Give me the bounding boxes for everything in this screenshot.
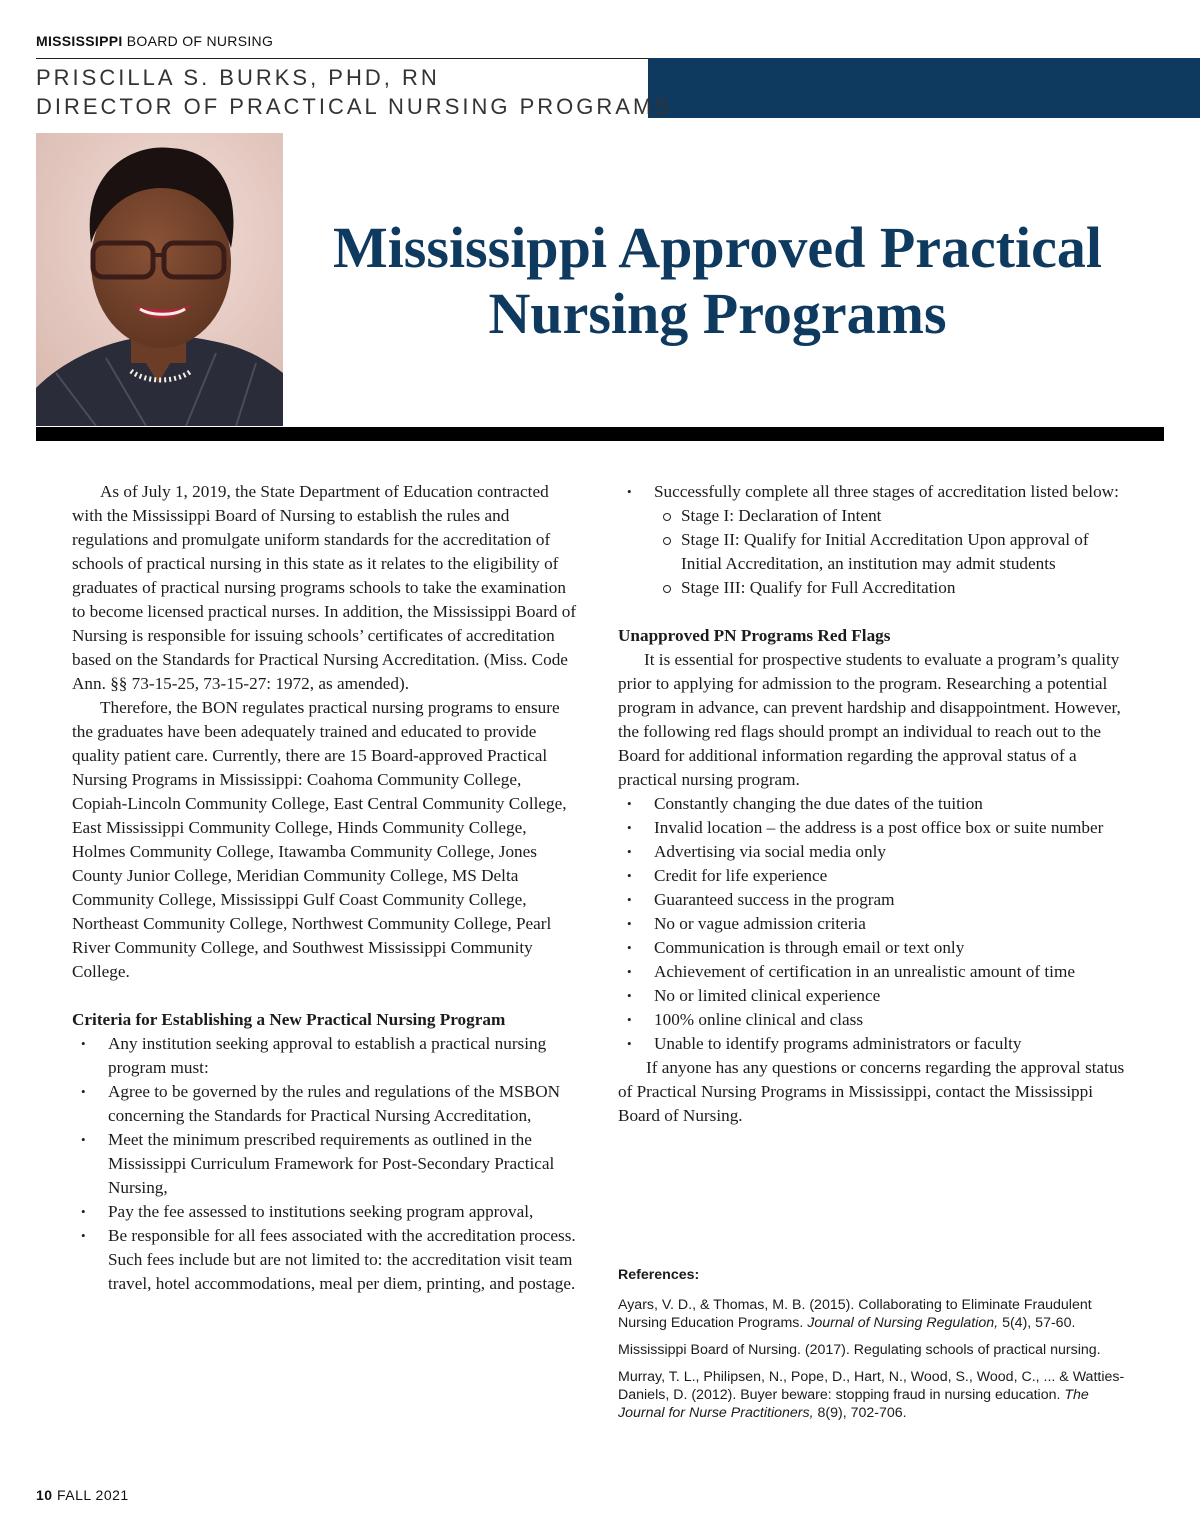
stage-item: Stage III: Qualify for Full Accreditation	[618, 576, 1130, 600]
issue-label: FALL 2021	[56, 1487, 129, 1503]
reference-text: Murray, T. L., Philipsen, N., Pope, D., Hart, N., Wood, S., Wood, C., ... & Watties-Daniels, D. (2012). Buyer beware: stopping fraud in nursing education.	[618, 1369, 1125, 1403]
masthead-state: MISSISSIPPI	[36, 33, 123, 49]
stage-item: Stage I: Declaration of Intent	[618, 504, 1130, 528]
reference-journal: The Journal for Nurse Practitioners,	[618, 1387, 1089, 1421]
red-flag-item: • No or limited clinical experience	[618, 984, 1130, 1008]
page-footer	[36, 1487, 129, 1503]
reference-volume: 8(9), 702-706.	[813, 1405, 907, 1421]
criteria-item: • Pay the fee assessed to institutions seeking program approval,	[72, 1200, 578, 1224]
red-flag-item: • No or vague admission criteria	[618, 912, 1130, 936]
reference-item	[618, 1368, 1130, 1422]
header-rule	[36, 58, 648, 59]
criteria-heading: Criteria for Establishing a New Practical Nursing Program	[72, 1010, 506, 1029]
reference-text: Ayars, V. D., & Thomas, M. B. (2015). Collaborating to Eliminate Fraudulent Nursing Education Programs.	[618, 1297, 1092, 1331]
intro-paragraph: As of July 1, 2019, the State Department of Education contracted with the Mississippi Board of Nursing to establish the rules and regulations and promulgate uniform standards for the accreditation of schools of practical nursing in this state as it relates to the eligibility of graduates of practical nursing programs schools to take the examination to become licensed practical nurses. In addition, the Mississippi Board of Nursing is responsible for issuing schools’ certificates of accreditation based on the Standards for Practical Nursing Accreditation. (Miss. Code Ann. §§ 73-15-25, 73-15-27: 1972, as amended).	[72, 482, 577, 693]
page-number: 10	[36, 1487, 53, 1503]
red-flag-item: • Communication is through email or text only	[618, 936, 1130, 960]
reference-journal: Journal of Nursing Regulation,	[807, 1315, 999, 1331]
criteria-list	[72, 1032, 578, 1296]
red-flag-item: • Invalid location – the address is a post office box or suite number	[618, 816, 1130, 840]
criteria-item: • Agree to be governed by the rules and regulations of the MSBON concerning the Standards for Practical Nursing Accreditation,	[72, 1080, 578, 1128]
reference-item	[618, 1341, 1130, 1359]
references	[618, 1266, 1130, 1431]
title-rule	[36, 427, 1164, 441]
criteria-item: • Any institution seeking approval to establish a practical nursing program must:	[72, 1032, 578, 1080]
red-flags-heading: Unapproved PN Programs Red Flags	[618, 626, 891, 645]
red-flags-intro: It is essential for prospective students to evaluate a program’s quality prior to applying for admission to the program. Researching a potential program in advance, can prevent hardship and disappointment. However, the following red flags should prompt an individual to reach out to the Board for additional information regarding the approval status of a practical nursing program.	[618, 650, 1121, 789]
red-flag-item: • Achievement of certification in an unrealistic amount of time	[618, 960, 1130, 984]
red-flags-list	[618, 792, 1130, 1056]
red-flag-item: • Advertising via social media only	[618, 840, 1130, 864]
article-title	[300, 215, 1135, 347]
reference-volume: 5(4), 57-60.	[998, 1315, 1076, 1331]
author-title: DIRECTOR OF PRACTICAL NURSING PROGRAMS	[36, 94, 672, 119]
stages-list	[618, 504, 1130, 600]
author-block	[36, 63, 672, 121]
author-name: PRISCILLA S. BURKS, PHD, RN	[36, 65, 440, 90]
criteria-item: • Be responsible for all fees associated with the accreditation process. Such fees include but are not limited to: the accreditation visit team travel, hotel accommodations, meal per diem, printing, and postage.	[72, 1224, 578, 1296]
stage-item: Stage II: Qualify for Initial Accreditation Upon approval of Initial Accreditation, an institution may admit students	[618, 528, 1130, 576]
references-heading: References:	[618, 1267, 700, 1283]
author-photo	[36, 133, 283, 426]
red-flag-item: • Constantly changing the due dates of the tuition	[618, 792, 1130, 816]
masthead	[36, 33, 273, 49]
programs-paragraph: Therefore, the BON regulates practical nursing programs to ensure the graduates have been adequately trained and educated to provide quality patient care. Currently, there are 15 Board-approved Practical Nursing Programs in Mississippi: Coahoma Community College, Copiah-Lincoln Community College, East Central Community College, East Mississippi Community College, Hinds Community College, Holmes Community College, Itawamba Community College, Jones County Junior College, Meridian Community College, MS Delta Community College, Mississippi Gulf Coast Community College, Northeast Community College, Northwest Community College, Pearl River Community College, and Southwest Mississippi Community College.	[72, 698, 567, 981]
header-accent-bar	[648, 58, 1200, 118]
reference-text: Mississippi Board of Nursing. (2017). Regulating schools of practical nursing.	[618, 1342, 1101, 1358]
article-title-line-1: Mississippi Approved Practical	[332, 215, 1103, 280]
red-flag-item: • Credit for life experience	[618, 864, 1130, 888]
left-column	[72, 480, 578, 1296]
accreditation-list	[618, 480, 1130, 504]
criteria-item: • Meet the minimum prescribed requirements as outlined in the Mississippi Curriculum Framework for Post-Secondary Practical Nursing,	[72, 1128, 578, 1200]
red-flag-item: • Unable to identify programs administrators or faculty	[618, 1032, 1130, 1056]
red-flag-item: • 100% online clinical and class	[618, 1008, 1130, 1032]
article-title-line-2: Nursing Programs	[488, 281, 947, 346]
masthead-board: BOARD OF NURSING	[126, 33, 274, 49]
right-column	[618, 480, 1130, 1128]
closing-paragraph: If anyone has any questions or concerns regarding the approval status of Practical Nursing Programs in Mississippi, contact the Mississippi Board of Nursing.	[618, 1058, 1125, 1125]
accreditation-item: • Successfully complete all three stages of accreditation listed below:	[618, 480, 1130, 504]
reference-item	[618, 1296, 1130, 1332]
red-flag-item: • Guaranteed success in the program	[618, 888, 1130, 912]
